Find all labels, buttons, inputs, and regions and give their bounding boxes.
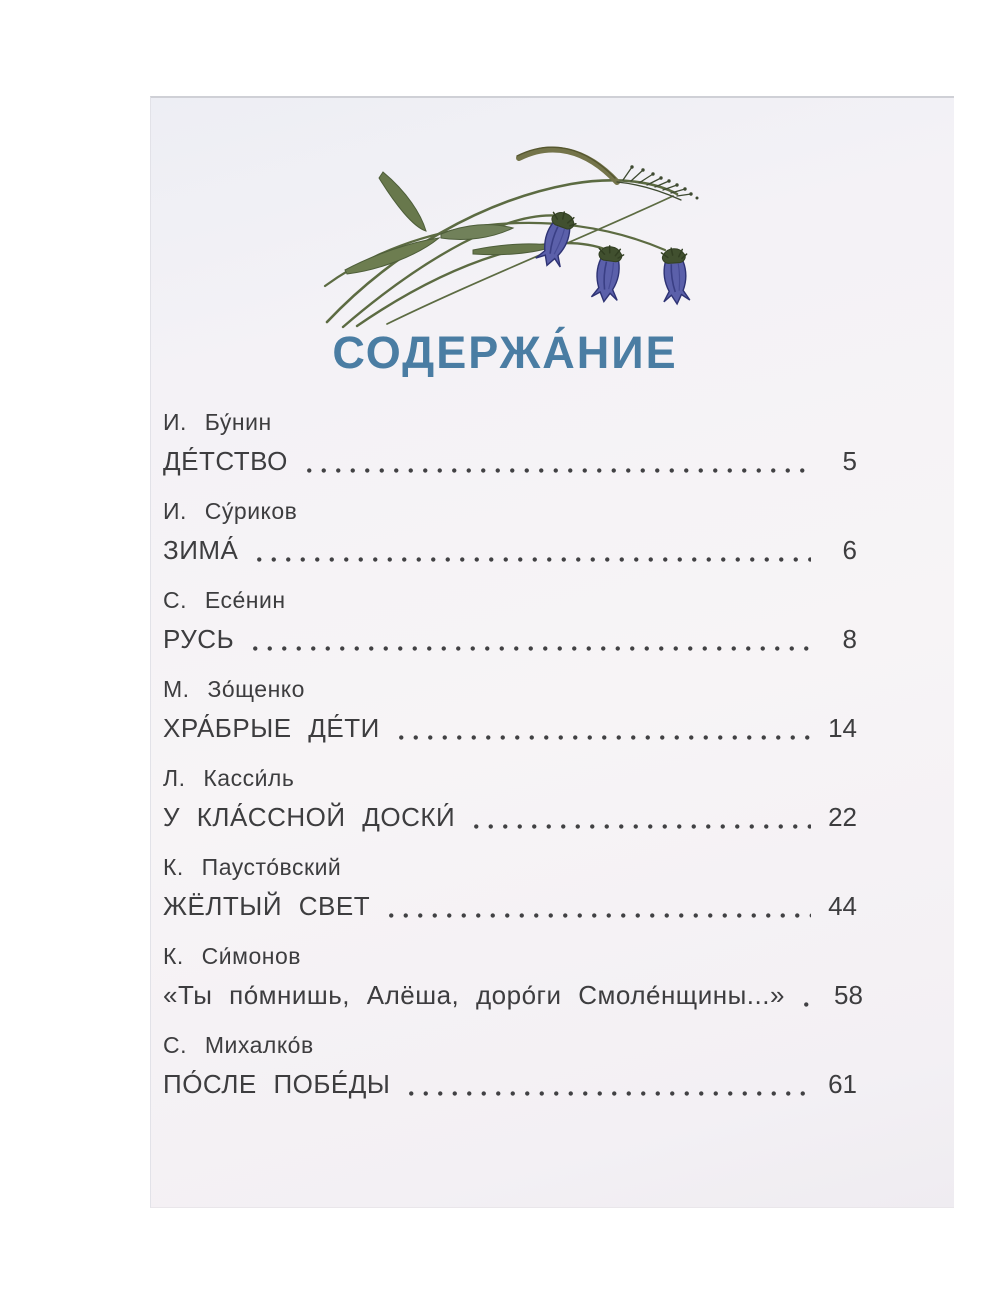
page-title: СОДЕРЖА́НИЕ	[332, 327, 678, 378]
bluebell-sprig-illustration	[323, 134, 728, 332]
toc-entry-title-row	[163, 708, 857, 749]
toc-entry-author: С. Михалко́в	[163, 1032, 314, 1058]
toc-entry-title-row	[163, 797, 857, 838]
toc-entry-page-number: 58	[833, 980, 863, 1010]
toc-entry-title: РУСЬ	[163, 624, 235, 654]
dot-leader	[799, 1002, 817, 1007]
toc-entry-page-number: 61	[828, 1069, 857, 1099]
toc-entry-page-number: 8	[842, 624, 857, 654]
book-page	[150, 96, 954, 1208]
toc-entry	[163, 1027, 857, 1105]
dot-leader	[384, 913, 811, 918]
dot-leader	[252, 557, 811, 562]
toc-entry-title: ПО́СЛЕ ПОБЕ́ДЫ	[163, 1069, 391, 1099]
toc-entry-author: И. Бу́нин	[163, 409, 272, 435]
toc-entry-author: С. Есе́нин	[163, 587, 286, 613]
dot-leader	[404, 1091, 811, 1096]
dot-leader	[394, 735, 811, 740]
toc-entry-page-number: 14	[828, 713, 857, 743]
toc-entry	[163, 938, 863, 1016]
toc-entry-title: ХРА́БРЫЕ ДЕ́ТИ	[163, 713, 380, 743]
toc-entry-author: Л. Касси́ль	[163, 765, 295, 791]
toc-entry-author: К. Паусто́вский	[163, 854, 342, 880]
toc-entry	[163, 760, 857, 838]
toc-entry-title-row	[163, 619, 857, 660]
toc-entry-author: И. Су́риков	[163, 498, 298, 524]
toc-entry	[163, 849, 857, 927]
dot-leader	[302, 468, 811, 473]
toc-entry-title-row	[163, 441, 857, 482]
toc-entry	[163, 404, 857, 482]
toc-entry-title: ДЕ́ТСТВО	[163, 446, 288, 476]
toc-entry	[163, 582, 857, 660]
toc-entry-page-number: 5	[842, 446, 857, 476]
toc-entry-title-row	[163, 975, 863, 1016]
toc-entry-author: К. Си́монов	[163, 943, 301, 969]
toc-entry-title: ЗИМА́	[163, 535, 239, 565]
toc-entry-title: У КЛА́ССНОЙ ДОСКИ́	[163, 802, 456, 832]
toc-entry-title: «Ты по́мнишь, Алёша, доро́ги Смоле́нщины...»	[163, 980, 785, 1010]
toc-entry	[163, 493, 857, 571]
toc-entry-title-row	[163, 530, 857, 571]
toc-list	[163, 404, 863, 1116]
toc-entry-page-number: 44	[828, 891, 857, 921]
toc-entry-title-row	[163, 1064, 857, 1105]
toc-entry-author: М. Зо́щенко	[163, 676, 305, 702]
dot-leader	[469, 824, 811, 829]
toc-entry	[163, 671, 857, 749]
toc-entry-title: ЖЁЛТЫЙ СВЕТ	[163, 891, 371, 921]
dot-leader	[248, 646, 811, 651]
toc-entry-page-number: 22	[828, 802, 857, 832]
toc-entry-page-number: 6	[842, 535, 857, 565]
toc-entry-title-row	[163, 886, 857, 927]
